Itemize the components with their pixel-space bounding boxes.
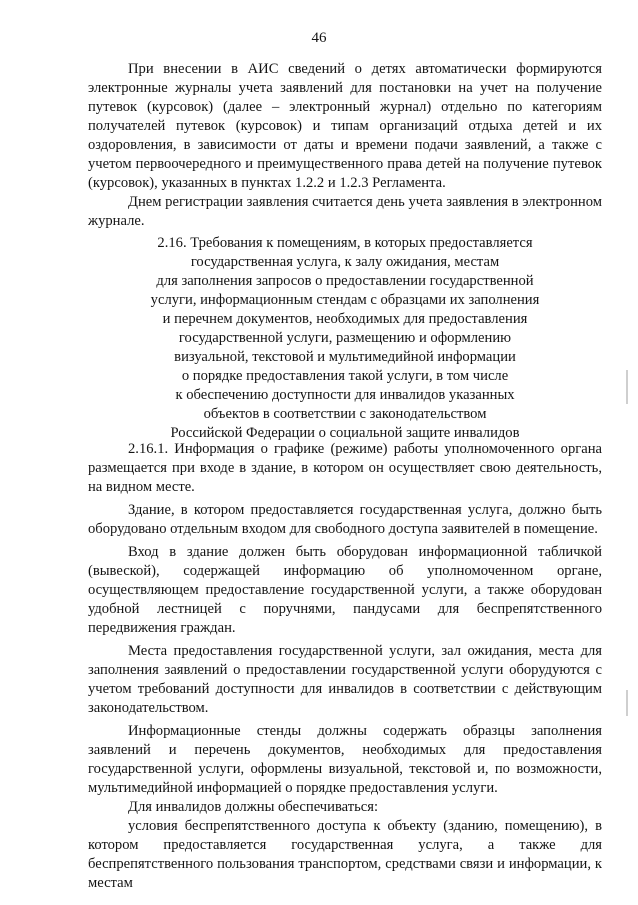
intro-section <box>88 60 602 231</box>
scan-edge-mark <box>626 690 628 716</box>
heading-line: услуги, информационным стендам с образцами их заполнения <box>150 292 540 308</box>
paragraph-disabled-intro: Для инвалидов должны обеспечиваться: <box>128 799 379 815</box>
scan-edge-mark <box>626 370 628 404</box>
paragraph-info-stands: Информационные стенды должны содержать образцы заполнения заявлений и перечень документов, необходимых для предоставления государственной услуги, оформлены визуальной, текстовой и, по возможности, мультимедийной информацией о порядке предоставления услуги. <box>88 723 602 796</box>
paragraph-service-places: Места предоставления государственной услуги, зал ожидания, места для заполнения заявлений о предоставлении государственной услуги оборудуются с учетом требований доступности для инвалидов в соответствии с действующим законодательством. <box>88 643 602 716</box>
paragraph-signage: Вход в здание должен быть оборудован информационной табличкой (вывеской), содержащей информацию об уполномоченном органе, осуществляющем предоставление государственной услуги, а также оборудован удобной лестницей с поручнями, пандусами для беспрепятственного передвижения граждан. <box>88 544 602 636</box>
paragraph-ais-journals: При внесении в АИС сведений о детях автоматически формируются электронные журналы учета заявлений для постановки на учет на получение путевок (курсовок) (далее – электронный журнал) отдельно по категориям получателей путевок (курсовок) и типам организаций отдыха детей и их оздоровления, в зависимости от даты и времени подачи заявлений, а также с учетом первоочередного и преимущественного права детей на получение путевок (курсовок), указанных в пунктах 1.2.2 и 1.2.3 Регламента. <box>88 61 602 191</box>
paragraph-schedule-info: 2.16.1. Информация о графике (режиме) работы уполномоченного органа размещается при входе в здание, в котором он осуществляет свою деятельность, на видном месте. <box>88 441 602 495</box>
heading-line: для заполнения запросов о предоставлении государственной <box>156 273 534 289</box>
heading-line: 2.16. Требования к помещениям, в которых предоставляется <box>157 235 533 251</box>
heading-line: государственной услуги, размещению и оформлению <box>178 330 512 346</box>
heading-line: Российской Федерации о социальной защите инвалидов <box>170 425 520 441</box>
heading-line: и перечнем документов, необходимых для предоставления <box>162 311 528 327</box>
paragraph-access-conditions: условия беспрепятственного доступа к объекту (зданию, помещению), в котором предоставляется государственная услуга, а также для беспрепятственного пользования транспортом, средствами связи и информации, к местам <box>88 818 602 891</box>
heading-line: объектов в соответствии с законодательством <box>203 406 487 422</box>
paragraph-building-entrance: Здание, в котором предоставляется государственная услуга, должно быть оборудовано отдельным входом для свободного доступа заявителей в помещение. <box>88 502 602 537</box>
heading-line: к обеспечению доступности для инвалидов указанных <box>175 387 515 403</box>
section-heading-2-16 <box>88 234 602 443</box>
paragraph-registration-day: Днем регистрации заявления считается день учета заявления в электронном журнале. <box>88 194 602 229</box>
section-body-2-16 <box>88 440 602 893</box>
heading-line: государственная услуга, к залу ожидания, местам <box>190 254 500 270</box>
heading-line: о порядке предоставления такой услуги, в том числе <box>181 368 509 384</box>
heading-line: визуальной, текстовой и мультимедийной информации <box>174 349 516 365</box>
page-number: 46 <box>311 30 327 46</box>
